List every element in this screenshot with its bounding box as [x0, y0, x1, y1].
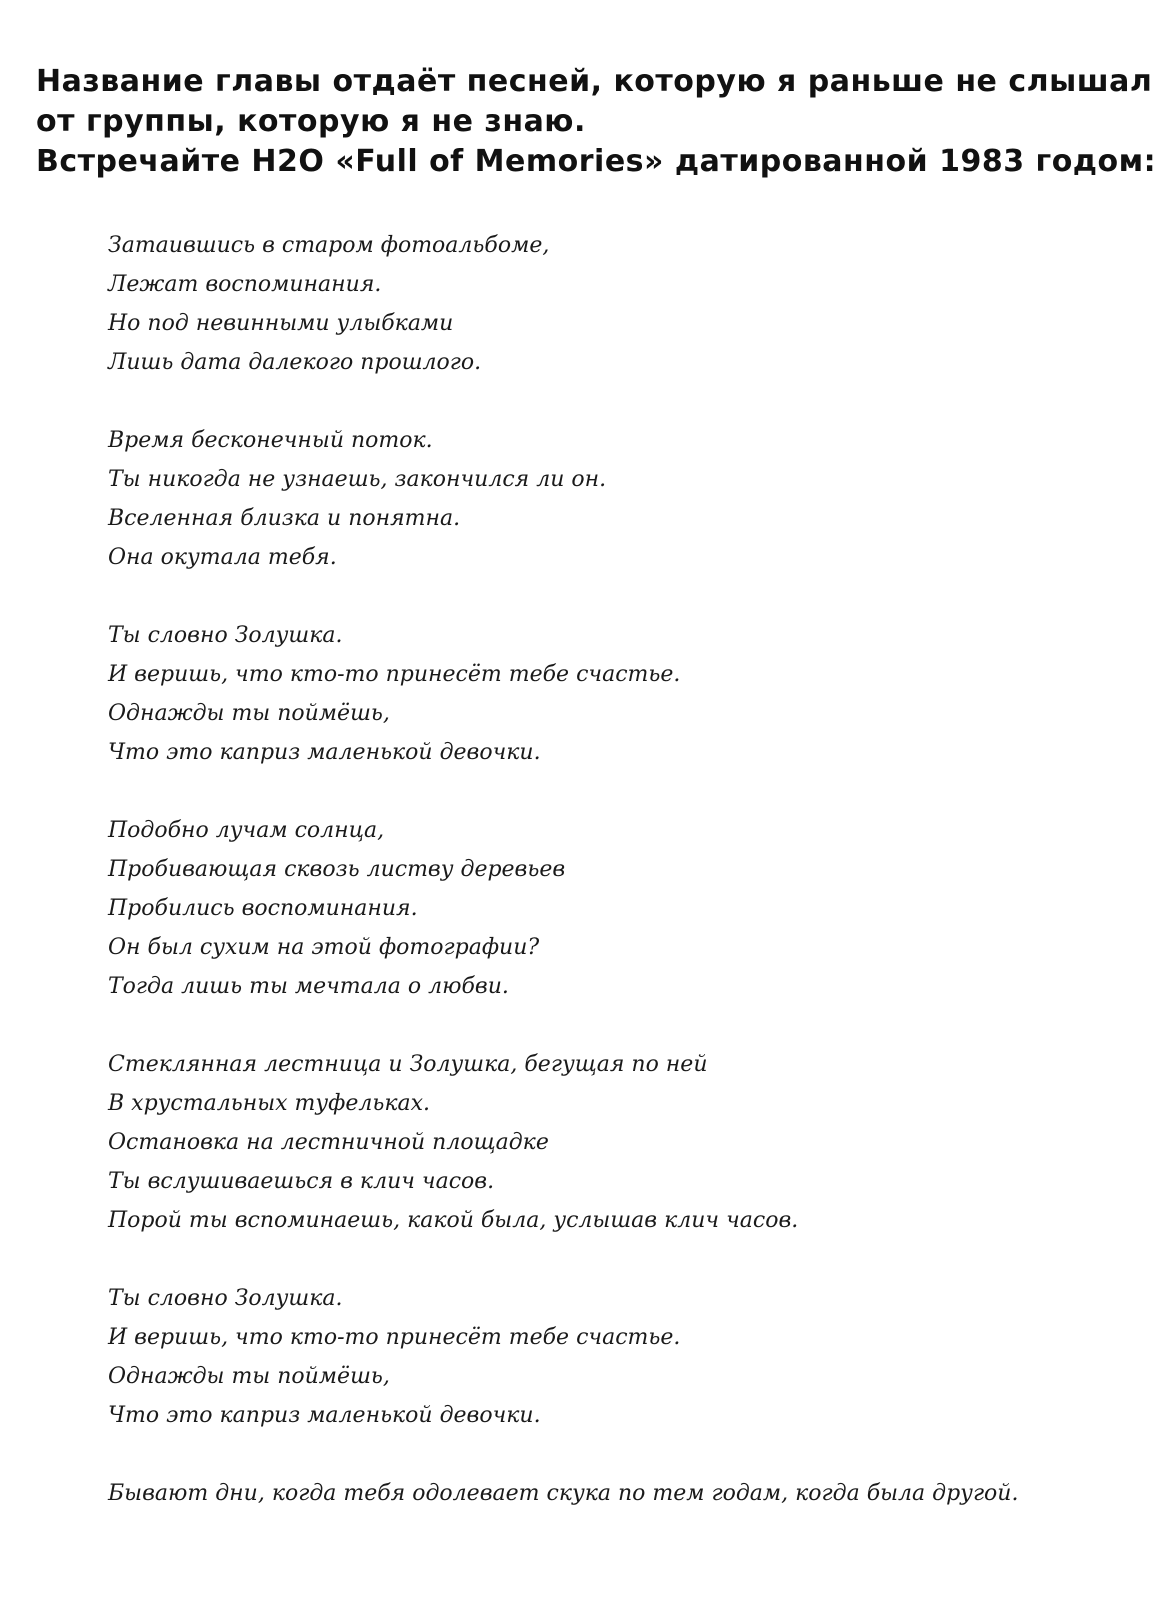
song-lyrics — [108, 226, 1108, 1552]
stanza-7 — [108, 1474, 1108, 1513]
lyric-line: Ты вслушиваешься в клич часов. — [108, 1169, 495, 1194]
lyric-line: Лишь дата далекого прошлого. — [108, 350, 482, 375]
lyric-line: Что это каприз маленькой девочки. — [108, 740, 541, 765]
chapter-note-line: Встречайте H2O «Full of Memories» датированной 1983 годом: — [36, 144, 1157, 179]
lyric-line: Пробивающая сквозь листву деревьев — [108, 857, 566, 882]
chapter-note-line: Название главы отдаёт песней, которую я раньше не слышал — [36, 64, 1153, 99]
stanza-4 — [108, 811, 1108, 1006]
stanza-5 — [108, 1045, 1108, 1240]
lyric-line: Лежат воспоминания. — [108, 272, 382, 297]
lyric-line: Вселенная близка и понятна. — [108, 506, 461, 531]
lyric-line: Стеклянная лестница и Золушка, бегущая по ней — [108, 1052, 708, 1077]
lyric-line: Ты словно Золушка. — [108, 623, 343, 648]
chapter-note-line: от группы, которую я не знаю. — [36, 104, 586, 139]
lyric-line: Она окутала тебя. — [108, 545, 337, 570]
lyric-line: Что это каприз маленькой девочки. — [108, 1403, 541, 1428]
lyric-line: Время бесконечный поток. — [108, 428, 433, 453]
stanza-6 — [108, 1279, 1108, 1435]
lyric-line: Порой ты вспоминаешь, какой была, услышав клич часов. — [108, 1208, 799, 1233]
stanza-3 — [108, 616, 1108, 772]
lyric-line: Остановка на лестничной площадке — [108, 1130, 549, 1155]
lyric-line: Затаившись в старом фотоальбоме, — [108, 233, 550, 258]
lyric-line: Однажды ты поймёшь, — [108, 701, 390, 726]
lyric-line: Подобно лучам солнца, — [108, 818, 385, 843]
lyric-line: Бывают дни, когда тебя одолевает скука по тем годам, когда была другой. — [108, 1481, 1019, 1506]
lyric-line: Тогда лишь ты мечтала о любви. — [108, 974, 509, 999]
lyric-line: Ты никогда не узнаешь, закончился ли он. — [108, 467, 607, 492]
lyric-line: И веришь, что кто-то принесёт тебе счастье. — [108, 662, 681, 687]
stanza-2 — [108, 421, 1108, 577]
lyric-line: Пробились воспоминания. — [108, 896, 418, 921]
stanza-1 — [108, 226, 1108, 382]
lyric-line: Но под невинными улыбками — [108, 311, 454, 336]
chapter-note — [36, 62, 1156, 182]
lyric-line: Он был сухим на этой фотографии? — [108, 935, 540, 960]
lyric-line: Однажды ты поймёшь, — [108, 1364, 390, 1389]
lyric-line: И веришь, что кто-то принесёт тебе счастье. — [108, 1325, 681, 1350]
lyric-line: Ты словно Золушка. — [108, 1286, 343, 1311]
lyric-line: В хрустальных туфельках. — [108, 1091, 431, 1116]
